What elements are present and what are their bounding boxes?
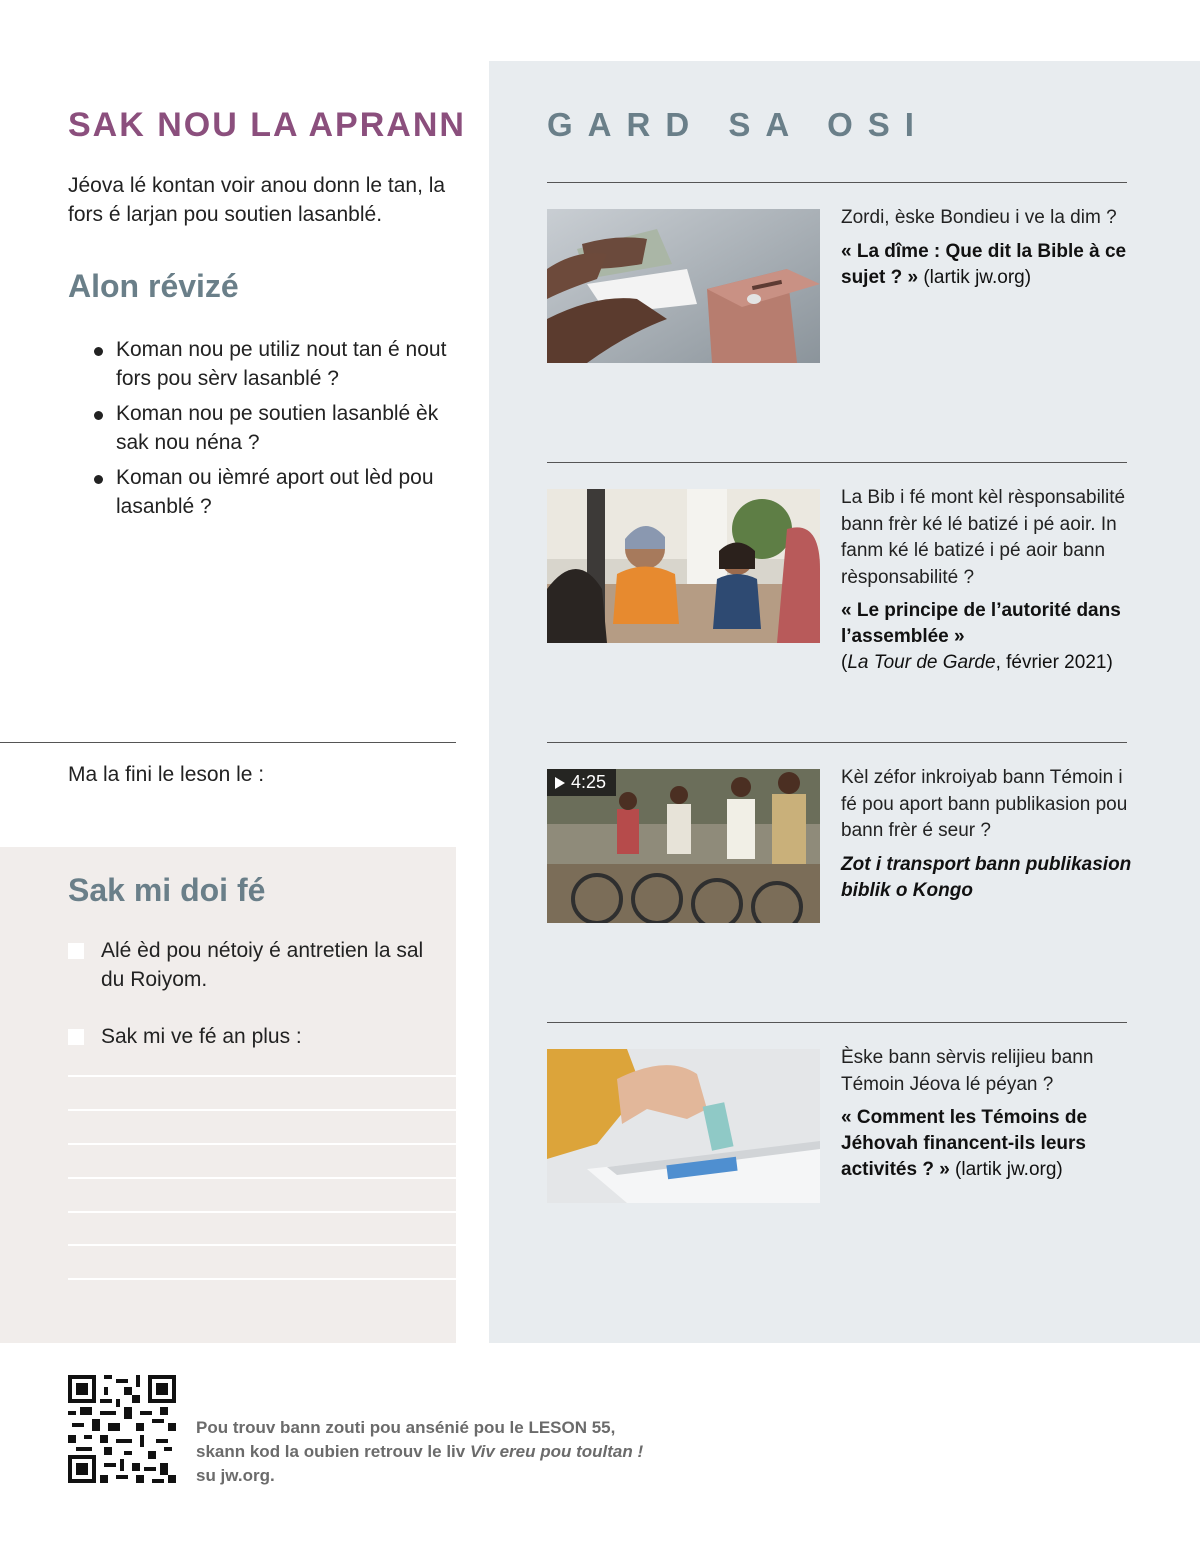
write-line[interactable] bbox=[68, 1211, 456, 1213]
review-item: Koman nou pe soutien lasanblé èk sak nou néna ? bbox=[92, 400, 462, 457]
divider bbox=[547, 182, 1127, 183]
entry-question: Èske bann sèrvis relijieu bann Témoin Jéova lé péyan ? bbox=[841, 1047, 1094, 1095]
divider bbox=[547, 462, 1127, 463]
write-line[interactable] bbox=[68, 1109, 456, 1111]
footer-note bbox=[196, 1416, 716, 1488]
entry-congo bbox=[841, 765, 1141, 904]
entry-question: Zordi, èske Bondieu i ve la dim ? bbox=[841, 207, 1117, 228]
divider bbox=[547, 742, 1127, 743]
write-line[interactable] bbox=[68, 1244, 456, 1246]
donation-image[interactable] bbox=[547, 1049, 820, 1203]
learned-title: SAK NOU LA APRANN bbox=[68, 106, 466, 144]
entry-source: , février 2021) bbox=[995, 652, 1113, 673]
entry-link[interactable]: « Le principe de l’autorité dans l’assemblée » bbox=[841, 600, 1121, 647]
review-item: Koman ou ièmré aport out lèd pou lasanblé ? bbox=[92, 464, 462, 521]
footer-line: su jw.org. bbox=[196, 1466, 275, 1485]
video-duration: 4:25 bbox=[571, 772, 607, 792]
qr-code-icon bbox=[68, 1375, 176, 1483]
write-line[interactable] bbox=[68, 1278, 456, 1280]
todo-item bbox=[68, 1023, 438, 1052]
entry-link[interactable]: Zot i transport bann publikasion biblik o Kongo bbox=[841, 853, 1132, 901]
meeting-photo bbox=[547, 489, 820, 643]
todo-item bbox=[68, 937, 438, 994]
entry-finances bbox=[841, 1045, 1141, 1183]
entry-link[interactable]: « Comment les Témoins de Jéhovah financent-ils leurs activités ? » bbox=[841, 1107, 1088, 1180]
learned-intro: Jéova lé kontan voir anou donn le tan, la fors é larjan pou soutien lasanblé. bbox=[68, 174, 446, 226]
entry-question: Kèl zéfor inkroiyab bann Témoin i fé pou aport bann publikasion pou bann frèr é seur ? bbox=[841, 767, 1128, 841]
entry-source: (lartik jw.org) bbox=[949, 1159, 1063, 1180]
write-line[interactable] bbox=[68, 1143, 456, 1145]
video-thumbnail[interactable] bbox=[547, 769, 820, 923]
meeting-image[interactable] bbox=[547, 489, 820, 643]
entry-reference[interactable] bbox=[841, 598, 1141, 676]
divider bbox=[547, 1022, 1127, 1023]
write-line[interactable] bbox=[68, 1177, 456, 1179]
checkbox[interactable] bbox=[68, 1029, 84, 1045]
review-item: Koman nou pe utiliz nout tan é nout fors pou sèrv lasanblé ? bbox=[92, 336, 462, 393]
play-icon bbox=[555, 777, 565, 789]
todo-panel bbox=[0, 847, 456, 1343]
entry-source: (lartik jw.org) bbox=[918, 266, 1032, 288]
see-also-title: GARD SA OSI bbox=[547, 106, 929, 143]
qr-code[interactable] bbox=[68, 1375, 176, 1483]
video-duration-badge[interactable] bbox=[547, 769, 616, 796]
entry-reference[interactable] bbox=[841, 1105, 1141, 1183]
entry-question: La Bib i fé mont kèl rèsponsabilité bann frèr ké lé batizé i pé aoir. In fanm ké lé batizé i pé aoir bann rèsponsabilité ? bbox=[841, 487, 1126, 588]
entry-source-title: La Tour de Garde bbox=[847, 652, 996, 673]
footer-line: Pou trouv bann zouti pou ansénié pou le LESON 55, bbox=[196, 1418, 616, 1437]
divider bbox=[0, 742, 456, 743]
entry-reference[interactable] bbox=[841, 852, 1141, 904]
todo-title: Sak mi doi fé bbox=[68, 872, 266, 908]
finished-label: Ma la fini le leson le : bbox=[68, 763, 265, 786]
entry-tithe bbox=[841, 205, 1141, 291]
footer-text-part: skann kod la oubien retrouv le liv bbox=[196, 1442, 470, 1461]
review-list bbox=[92, 336, 462, 528]
entry-link[interactable]: « La dîme : Que dit la Bible à ce sujet ? » bbox=[841, 240, 1127, 288]
tithe-image[interactable] bbox=[547, 209, 820, 363]
review-title: Alon révizé bbox=[68, 268, 239, 304]
checkbox[interactable] bbox=[68, 943, 84, 959]
todo-item-label: Sak mi ve fé an plus : bbox=[101, 1025, 302, 1048]
tithe-illustration bbox=[547, 209, 820, 363]
entry-authority bbox=[841, 485, 1141, 676]
write-line[interactable] bbox=[68, 1075, 456, 1077]
donation-photo bbox=[547, 1049, 820, 1203]
todo-item-label: Alé èd pou nétoiy é antretien la sal du Roiyom. bbox=[101, 939, 424, 991]
entry-source: ( bbox=[841, 652, 848, 673]
entry-reference[interactable] bbox=[841, 239, 1141, 291]
footer-book-title: Viv ereu pou toultan ! bbox=[469, 1442, 644, 1461]
footer-line bbox=[196, 1440, 716, 1464]
